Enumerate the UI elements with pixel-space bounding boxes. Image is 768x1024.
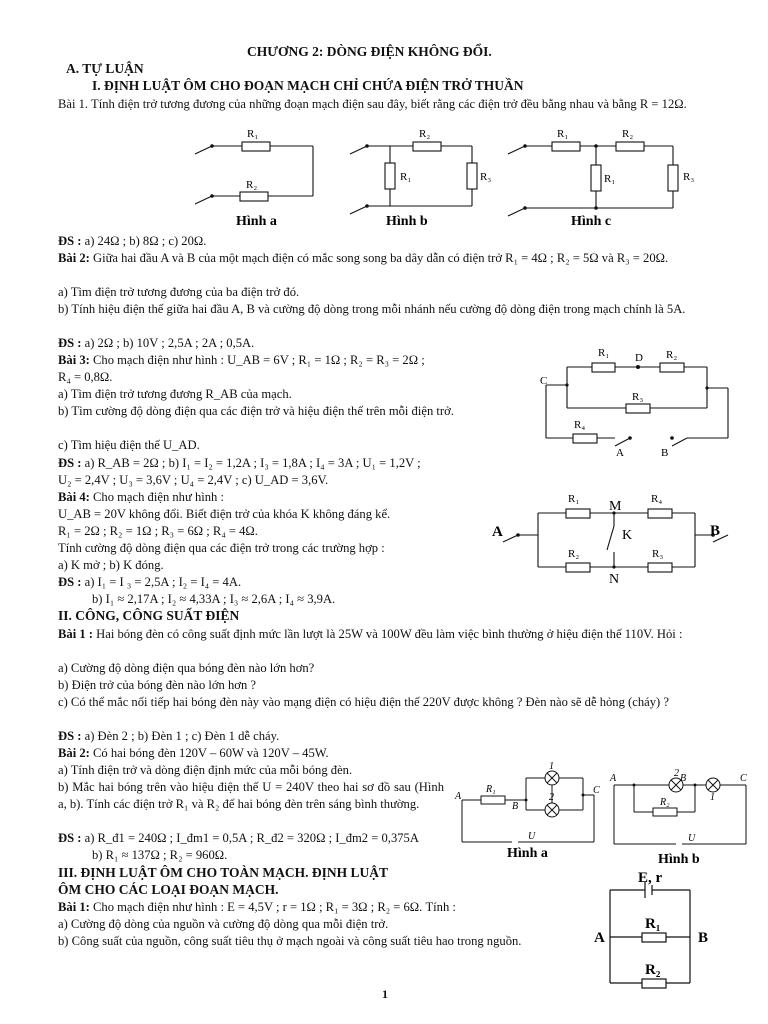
b3-problem-line1: Bài 3: Cho mạch điện như hình : U_AB = 6V ; R₁ = 1Ω ; R₂ = R₃ = 2Ω ; bbox=[58, 353, 425, 367]
c2b-label-2: 2 bbox=[674, 768, 679, 779]
c1-part-b: b) Điện trở của bóng đèn nào lớn hơn ? bbox=[58, 678, 256, 692]
c2a-label-2: 2 bbox=[549, 792, 554, 803]
c2a-label-c: C bbox=[593, 785, 600, 796]
c2b-label-u: U bbox=[688, 833, 696, 844]
b4-label-r1: R₁ bbox=[568, 493, 580, 505]
b4-label-a: A bbox=[492, 524, 503, 540]
d1-part-b: b) Công suất của nguồn, công suất tiêu thụ ở mạch ngoài và công suất tiêu hao trong nguồn. bbox=[58, 934, 522, 948]
c2-part-a: a) Tính điện trở và dòng điện định mức của mỗi bóng đèn. bbox=[58, 763, 353, 777]
b4-label-r2: R₂ bbox=[568, 548, 580, 560]
part-a-heading: A. TỰ LUẬN bbox=[66, 61, 144, 76]
c2b-label-1: 1 bbox=[710, 792, 715, 803]
c2-answer-line1: ĐS : a) R_đ1 = 240Ω ; I_đm1 = 0,5A ; R_đ2 = 320Ω ; I_đm2 = 0,375A bbox=[58, 831, 419, 845]
b1-problem: Bài 1. Tính điện trở tương đương của những đoạn mạch điện sau đây, biết rằng các điện trở đều bằng nhau và bằng R = 12Ω. bbox=[58, 97, 687, 111]
c2a-label-b: B bbox=[512, 801, 519, 812]
b4-problem-line2: U_AB = 20V không đổi. Biết điện trở của khóa K không đáng kể. bbox=[58, 507, 391, 521]
b3-label-r3: R₃ bbox=[632, 391, 644, 403]
b1-label-r2-c: R₂ bbox=[622, 128, 634, 140]
page-number: 1 bbox=[382, 987, 388, 1001]
b1-answer: ĐS : a) 24Ω ; b) 8Ω ; c) 20Ω. bbox=[58, 234, 207, 248]
b4-label-r4: R₄ bbox=[651, 493, 663, 505]
b4-problem-line1: Bài 4: Cho mạch điện như hình : bbox=[58, 490, 224, 504]
b3-answer-line1: ĐS : a) R_AB = 2Ω ; b) I₁ = I₂ = 1,2A ; I₃ = 1,8A ; I₄ = 3A ; U₁ = 1,2V ; bbox=[58, 456, 421, 470]
d1-label-r2: R₂ bbox=[645, 962, 661, 978]
c2a-label-a: A bbox=[455, 791, 462, 802]
section-3-heading-line1: III. ĐỊNH LUẬT ÔM CHO TOÀN MẠCH. ĐỊNH LUẬT bbox=[58, 865, 389, 880]
b4-label-n: N bbox=[609, 572, 620, 587]
b2-answer: ĐS : a) 2Ω ; b) 10V ; 2,5A ; 2A ; 0,5A. bbox=[58, 336, 255, 350]
c2a-label-1: 1 bbox=[549, 761, 554, 772]
b3-part-b: b) Tìm cường độ dòng điện qua các điện trở và hiệu điện thế trên mỗi điện trở. bbox=[58, 404, 454, 418]
b1-label-r1-c2: R₁ bbox=[604, 173, 616, 185]
b1-fig-b-caption: Hình b bbox=[386, 214, 428, 229]
c1-problem: Bài 1 : Hai bóng đèn có công suất định mức lần lượt là 25W và 100W đều làm việc bình thường ở hiệu điện thế 110V. Hỏi : bbox=[58, 627, 683, 641]
b1-label-r2-b: R₂ bbox=[419, 128, 431, 140]
b3-label-r1: R₁ bbox=[598, 347, 610, 359]
b1-label-r3-c: R₃ bbox=[683, 171, 695, 183]
b2-problem: Bài 2: Giữa hai đầu A và B của một mạch điện có mắc song song ba dây dẫn có điện trở R₁ = 4Ω ; R₂ = 5Ω và R₃ = 20Ω. bbox=[58, 251, 669, 265]
b1-fig-c-caption: Hình c bbox=[571, 214, 612, 229]
c2-part-b: b) Mắc hai bóng trên vào hiệu điện thế U = 240V theo hai sơ đồ sau (Hình a, b). Tính các điện trở R₁ và R₂ để hai bóng đèn trên sáng bình thường. bbox=[58, 780, 444, 811]
b3-label-r2: R₂ bbox=[666, 349, 678, 361]
c2b-label-b: B bbox=[680, 773, 687, 784]
d1-label-b: B bbox=[698, 930, 709, 946]
b4-answer-line1: ĐS : a) I₁ = I ₃ = 2,5A ; I₂ = I₄ = 4A. bbox=[58, 575, 242, 589]
b3-problem-line2: R₄ = 0,8Ω. bbox=[58, 370, 113, 384]
c2-problem: Bài 2: Có hai bóng đèn 120V – 60W và 120V – 45W. bbox=[58, 746, 329, 760]
b4-label-b: B bbox=[710, 523, 721, 539]
b3-label-b: B bbox=[661, 447, 669, 459]
chapter-title: CHƯƠNG 2: DÒNG ĐIỆN KHÔNG ĐỔI. bbox=[247, 44, 492, 59]
b3-answer-line2: U₂ = 2,4V ; U₃ = 3,6V ; U₄ = 2,4V ; c) U_AD = 3,6V. bbox=[58, 473, 329, 487]
d1-label-er: E, r bbox=[638, 870, 663, 886]
b2-part-b: b) Tính hiệu điện thế giữa hai đầu A, B và cường độ dòng trong mỗi nhánh nếu cường độ dòng điện trong mạch chính là 5A. bbox=[58, 302, 686, 316]
c2b-label-c: C bbox=[740, 773, 747, 784]
b4-answer-line2: b) I₁ ≈ 2,17A ; I₂ ≈ 4,33A ; I₃ ≈ 2,6A ; I₄ ≈ 3,9A. bbox=[92, 592, 336, 606]
section-3-heading-line2: ÔM CHO CÁC LOẠI ĐOẠN MẠCH. bbox=[58, 882, 279, 897]
b4-label-k: K bbox=[622, 528, 633, 543]
b3-part-c: c) Tìm hiệu điện thế U_AD. bbox=[58, 438, 200, 452]
c1-part-c: c) Có thể mắc nối tiếp hai bóng đèn này vào mạng điện có hiệu điện thế 220V được không ? Đèn nào sẽ dễ hỏng (cháy) ? bbox=[58, 695, 669, 709]
section-2-heading: II. CÔNG, CÔNG SUẤT ĐIỆN bbox=[58, 608, 240, 623]
b1-label-r2-a: R₂ bbox=[246, 179, 258, 191]
d1-label-a: A bbox=[594, 930, 605, 946]
b4-problem-line5: a) K mở ; b) K đóng. bbox=[58, 558, 164, 572]
b3-part-a: a) Tìm điện trở tương đương R_AB của mạch. bbox=[58, 387, 292, 401]
c2a-label-r1: R₁ bbox=[486, 784, 496, 795]
b4-problem-line3: R₁ = 2Ω ; R₂ = 1Ω ; R₃ = 6Ω ; R₄ = 4Ω. bbox=[58, 524, 258, 538]
d1-problem: Bài 1: Cho mạch điện như hình : E = 4,5V ; r = 1Ω ; R₁ = 3Ω ; R₂ = 6Ω. Tính : bbox=[58, 900, 456, 914]
d1-label-r1: R₁ bbox=[645, 916, 661, 932]
b2-part-a: a) Tìm điện trở tương đương của ba điện trở đó. bbox=[58, 285, 300, 299]
b1-label-r1-a: R₁ bbox=[247, 128, 259, 140]
b1-label-r1-c: R₁ bbox=[557, 128, 569, 140]
c2-fig-b-caption: Hình b bbox=[658, 852, 700, 867]
d1-part-a: a) Cường độ dòng của nguồn và cường độ dòng qua mỗi điện trở. bbox=[58, 917, 389, 931]
b4-label-r3: R₃ bbox=[652, 548, 664, 560]
section-1-heading: I. ĐỊNH LUẬT ÔM CHO ĐOẠN MẠCH CHỈ CHỨA ĐIỆN TRỞ THUẦN bbox=[92, 78, 524, 93]
c2-fig-a-caption: Hình a bbox=[507, 846, 548, 861]
c2a-label-u: U bbox=[528, 831, 536, 842]
c1-answer: ĐS : a) Đèn 2 ; b) Đèn 1 ; c) Đèn 1 dễ cháy. bbox=[58, 729, 280, 743]
c1-part-a: a) Cường độ dòng điện qua bóng đèn nào lớn hơn? bbox=[58, 661, 315, 675]
b3-label-r4: R₄ bbox=[574, 419, 586, 431]
b1-fig-a-caption: Hình a bbox=[236, 214, 277, 229]
b3-label-d: D bbox=[635, 352, 643, 364]
b3-label-c: C bbox=[540, 375, 548, 387]
b1-label-r3-b: R₃ bbox=[480, 171, 492, 183]
b3-label-a: A bbox=[616, 447, 624, 459]
c2-answer-line2: b) R₁ ≈ 137Ω ; R₂ = 960Ω. bbox=[92, 848, 228, 862]
b4-problem-line4: Tính cường độ dòng điện qua các điện trở trong các trường hợp : bbox=[58, 541, 385, 555]
b1-label-r1-b: R₁ bbox=[400, 171, 412, 183]
c2b-label-r2: R₂ bbox=[660, 797, 670, 808]
c2b-label-a: A bbox=[610, 773, 617, 784]
b4-label-m: M bbox=[609, 499, 622, 514]
